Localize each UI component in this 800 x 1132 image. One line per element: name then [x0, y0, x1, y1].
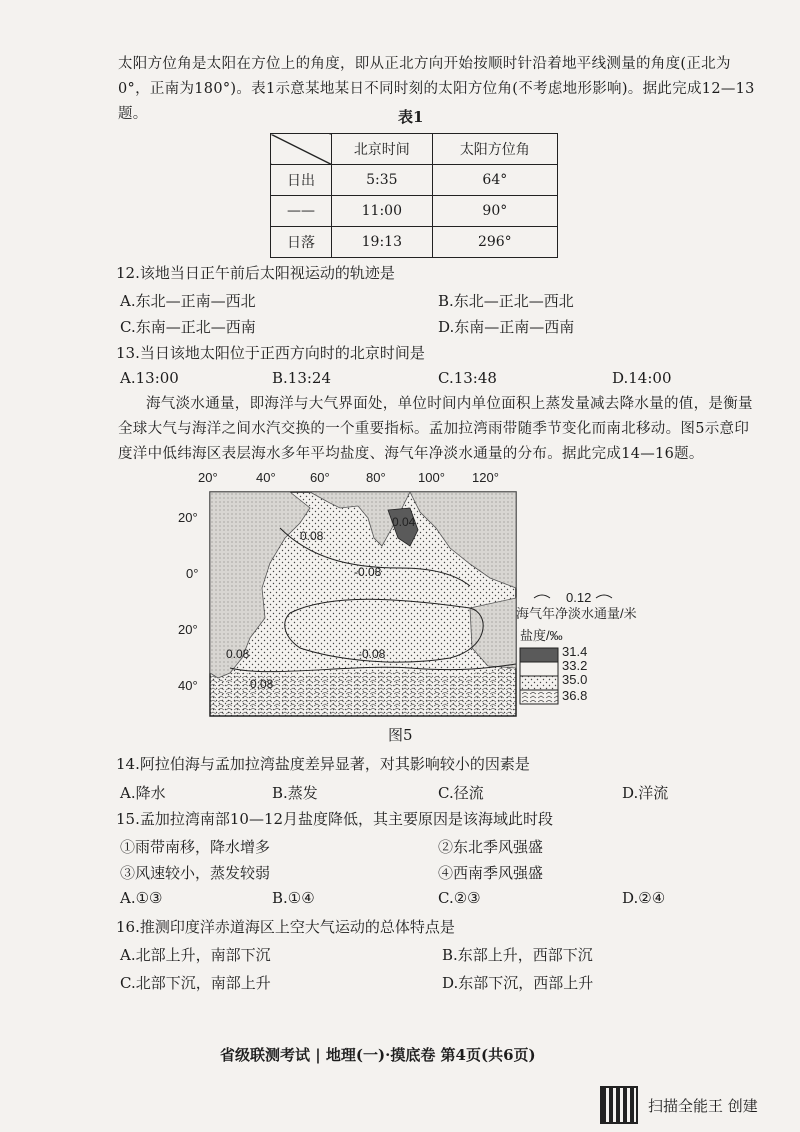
lon-label: 20° — [198, 470, 218, 485]
contour-label: 0.08 — [300, 529, 324, 543]
figure5-map — [170, 468, 670, 730]
lat-label: 40° — [178, 678, 198, 693]
q12-option-d[interactable]: D.东南—正南—西南 — [438, 318, 575, 336]
row-label: —— — [271, 196, 332, 227]
table1-caption: 表1 — [398, 108, 424, 126]
q12-option-c[interactable]: C.东南—正北—西南 — [120, 318, 256, 336]
lon-label: 80° — [366, 470, 386, 485]
q14-option-d[interactable]: D.洋流 — [622, 784, 669, 802]
q14-option-a[interactable]: A.降水 — [120, 784, 166, 802]
row-time: 11:00 — [332, 196, 433, 227]
qr-code-icon — [600, 1086, 638, 1124]
q12-stem: 12.该地当日正午前后太阳视运动的轨迹是 — [116, 264, 395, 282]
q16-stem: 16.推测印度洋赤道海区上空大气运动的总体特点是 — [116, 918, 455, 936]
contour-label: 0.08 — [250, 677, 274, 691]
lon-label: 60° — [310, 470, 330, 485]
legend-flux-title: 海气年净淡水通量/米 — [516, 606, 637, 621]
q14-option-b[interactable]: B.蒸发 — [272, 784, 318, 802]
lon-label: 40° — [256, 470, 276, 485]
lon-label: 100° — [418, 470, 445, 485]
row-label: 日落 — [271, 227, 332, 258]
table-diagonal-cell — [271, 134, 332, 165]
q15-option-a[interactable]: A.①③ — [120, 889, 163, 907]
row-angle: 90° — [432, 196, 557, 227]
table-row — [271, 165, 558, 196]
legend-salinity-level: 35.0 — [562, 672, 588, 687]
table-row — [271, 196, 558, 227]
row-time: 19:13 — [332, 227, 433, 258]
q15-statement-2: ②东北季风强盛 — [438, 838, 544, 856]
q15-statement-3: ③风速较小，蒸发较弱 — [120, 864, 271, 882]
intro-paragraph: 太阳方位角是太阳在方位上的角度，即从正北方向开始按顺时针沿着地平线测量的角度(正北为0°，正南为180°)。表1示意某地某日不同时刻的太阳方位角(不考虑地形影响)。据此完成12—13题。 — [118, 56, 755, 122]
q15-option-c[interactable]: C.②③ — [438, 889, 481, 907]
lat-label: 20° — [178, 510, 198, 525]
table-header-time: 北京时间 — [332, 134, 433, 165]
row-angle: 64° — [432, 165, 557, 196]
lat-label: 20° — [178, 622, 198, 637]
contour-label: 0.04 — [392, 515, 416, 529]
q15-option-b[interactable]: B.①④ — [272, 889, 315, 907]
q13-option-b[interactable]: B.13:24 — [272, 369, 332, 387]
legend-sample-value: 0.12 — [566, 590, 592, 605]
q15-stem: 15.孟加拉湾南部10—12月盐度降低，其主要原因是该海域此时段 — [116, 810, 554, 828]
legend-salinity-level: 31.4 — [562, 644, 588, 659]
q16-option-a[interactable]: A.北部上升，南部下沉 — [120, 946, 271, 964]
intro2-paragraph: 海气淡水通量，即海洋与大气界面处，单位时间内单位面积上蒸发量减去降水量的值，是衡量全球大气与海洋之间水汽交换的一个重要指标。孟加拉湾雨带随季节变化而南北移动。图5示意印度洋中低纬海区表层海水多年平均盐度、海气年净淡水通量的分布。据此完成14—16题。 — [118, 396, 753, 462]
q12-option-b[interactable]: B.东北—正北—西北 — [438, 292, 574, 310]
legend-salinity-title: 盐度/‰ — [520, 628, 563, 643]
lat-label: 0° — [186, 566, 199, 581]
q13-option-a[interactable]: A.13:00 — [120, 369, 179, 387]
contour-label: -0.08 — [358, 647, 386, 661]
row-time: 5:35 — [332, 165, 433, 196]
contour-label: 0.08 — [226, 647, 250, 661]
legend-salinity-level: 36.8 — [562, 688, 588, 703]
q15-statement-1: ①雨带南移，降水增多 — [120, 838, 271, 856]
row-angle: 296° — [432, 227, 557, 258]
q14-option-c[interactable]: C.径流 — [438, 784, 484, 802]
scanner-watermark — [600, 1086, 758, 1124]
lon-label: 120° — [472, 470, 499, 485]
row-label: 日出 — [271, 165, 332, 196]
watermark-text: 扫描全能王 创建 — [648, 1096, 758, 1115]
q16-option-b[interactable]: B.东部上升，西部下沉 — [442, 946, 593, 964]
q16-option-d[interactable]: D.东部下沉，西部上升 — [442, 974, 594, 992]
contour-label: -0.08 — [354, 565, 382, 579]
azimuth-table — [270, 133, 558, 258]
q13-stem: 13.当日该地太阳位于正西方向时的北京时间是 — [116, 344, 425, 362]
q15-statement-4: ④西南季风强盛 — [438, 864, 544, 882]
legend-salinity-level: 33.2 — [562, 658, 588, 673]
table-header-angle: 太阳方位角 — [432, 134, 557, 165]
q12-option-a[interactable]: A.东北—正南—西北 — [120, 292, 256, 310]
q13-option-d[interactable]: D.14:00 — [612, 369, 672, 387]
q16-option-c[interactable]: C.北部下沉，南部上升 — [120, 974, 271, 992]
figure5-caption: 图5 — [388, 726, 413, 744]
table-row — [271, 227, 558, 258]
q14-stem: 14.阿拉伯海与孟加拉湾盐度差异显著，对其影响较小的因素是 — [116, 755, 530, 773]
q13-option-c[interactable]: C.13:48 — [438, 369, 497, 387]
page-footer: 省级联测考试 | 地理(一)·摸底卷 第4页(共6页) — [220, 1046, 536, 1064]
q15-option-d[interactable]: D.②④ — [622, 889, 666, 907]
